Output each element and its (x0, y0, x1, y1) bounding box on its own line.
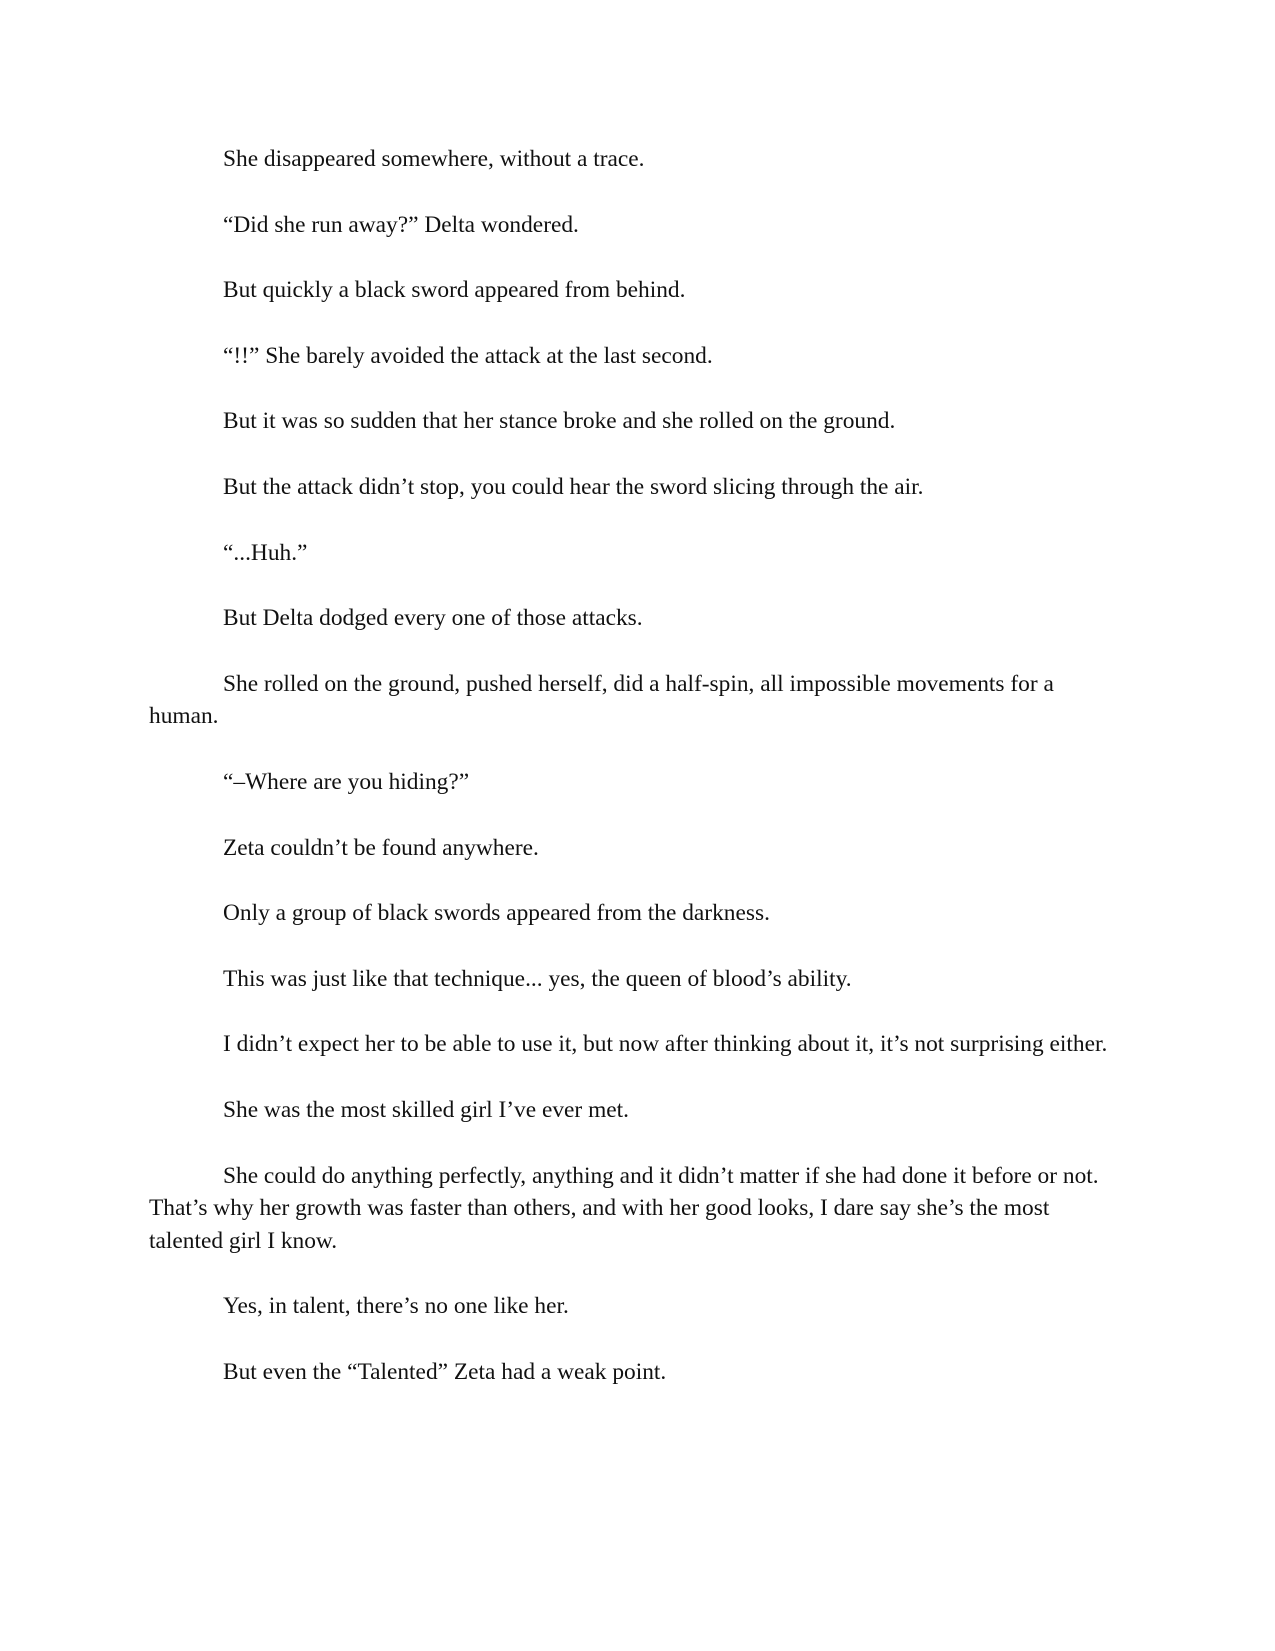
paragraph: Only a group of black swords appeared from the darkness. (223, 900, 770, 927)
paragraph: “Did she run away?” Delta wondered. (223, 211, 579, 238)
paragraph: “–Where are you hiding?” (223, 768, 470, 795)
body-text (149, 143, 1121, 1421)
paragraph: She disappeared somewhere, without a trace. (223, 146, 645, 172)
paragraph: But quickly a black sword appeared from behind. (223, 277, 686, 304)
paragraph: She could do anything perfectly, anything and it didn’t matter if she had done it before or not. That’s why her growth was faster than others, and with her good looks, I dare say she’s the most talented girl I know. (149, 1162, 1099, 1254)
paragraph: “!!” She barely avoided the attack at the last second. (223, 342, 713, 369)
paragraph: Yes, in talent, there’s no one like her. (223, 1293, 569, 1320)
paragraph: She was the most skilled girl I’ve ever met. (223, 1096, 629, 1123)
paragraph: Zeta couldn’t be found anywhere. (223, 834, 539, 861)
paragraph: But even the “Talented” Zeta had a weak point. (223, 1358, 667, 1385)
paragraph: But Delta dodged every one of those attacks. (223, 605, 643, 632)
paragraph: “...Huh.” (223, 539, 308, 566)
paragraph: But it was so sudden that her stance broke and she rolled on the ground. (223, 408, 896, 435)
paragraph: I didn’t expect her to be able to use it, but now after thinking about it, it’s not surprising either. (223, 1031, 1108, 1058)
paragraph: She rolled on the ground, pushed herself, did a half-spin, all impossible movements for a human. (149, 670, 1054, 730)
paragraph: But the attack didn’t stop, you could hear the sword slicing through the air. (223, 473, 924, 500)
paragraph: This was just like that technique... yes, the queen of blood’s ability. (223, 965, 852, 992)
